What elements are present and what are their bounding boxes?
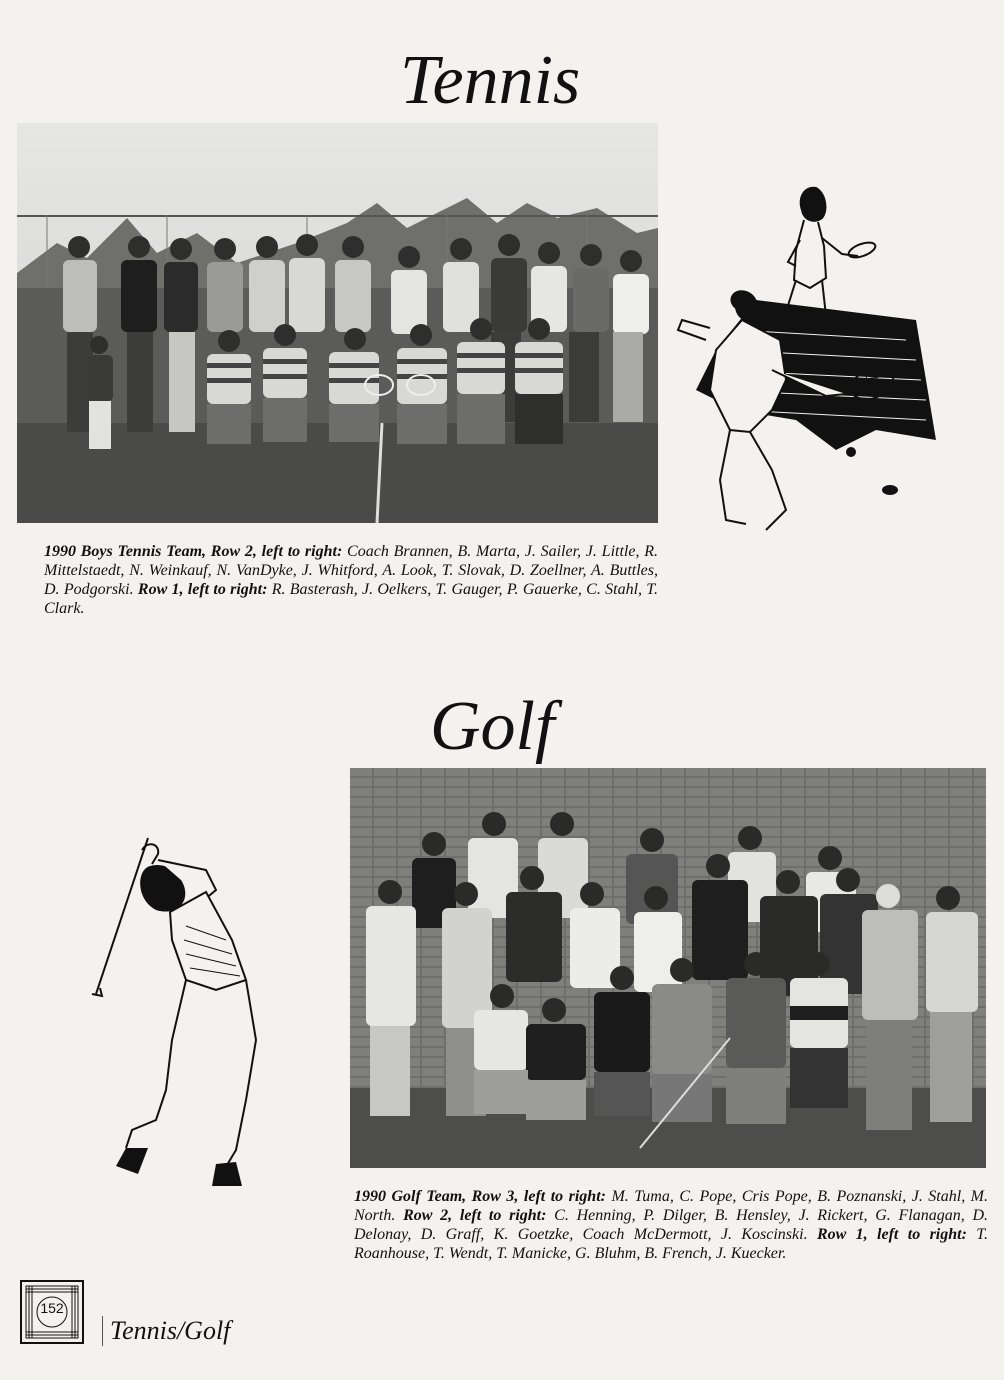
golf-heading: Golf: [430, 688, 555, 765]
tennis-team-photo: [17, 123, 658, 523]
footer-divider: [102, 1316, 103, 1346]
golf-caption-row2-names: C. Henning, P. Dilger, B. Hensley, J. Rickert, G. Flanagan, D. Delonay, D. Graff, K. Goetzke, Coach McDermott, J. Koscinski.: [354, 1207, 989, 1243]
golf-caption-row3-names: M. Tuma, C. Pope, Cris Pope, B. Poznanski, J. Stahl, M. North.: [354, 1188, 988, 1224]
page-number: 152: [40, 1300, 64, 1316]
golf-team-photo: [350, 768, 986, 1168]
golf-caption-row2-label: Row 2, left to right:: [403, 1207, 547, 1224]
tennis-caption-lead: 1990 Boys Tennis Team, Row 2, left to right:: [44, 543, 343, 560]
golfer-illustration: [86, 830, 282, 1194]
golf-caption-row1-label: Row 1, left to right:: [816, 1226, 967, 1243]
golf-caption-lead: 1990 Golf Team, Row 3, left to right:: [354, 1188, 606, 1205]
page-number-box: [20, 1280, 84, 1344]
section-footer-label: Tennis/Golf: [110, 1316, 231, 1345]
tennis-caption: [44, 542, 658, 618]
tennis-caption-row1-names: R. Basterash, J. Oelkers, T. Gauger, P. Gauerke, C. Stahl, T. Clark.: [44, 581, 659, 617]
golf-caption-row1-names: T. Roanhouse, T. Wendt, T. Manicke, G. Bluhm, B. French, J. Kuecker.: [354, 1226, 989, 1262]
tennis-caption-row1-label: Row 1, left to right:: [137, 581, 268, 598]
golf-caption: [354, 1187, 988, 1263]
tennis-heading: Tennis: [400, 42, 581, 119]
tennis-players-illustration: [676, 180, 946, 542]
tennis-caption-row2-names: Coach Brannen, B. Marta, J. Sailer, J. Little, R. Mittelstaedt, N. Weinkauf, N. VanDyke, J. Whitford, A. Look, T. Slovak, D. Zoellner, A. Buttles, D. Podgorski.: [44, 543, 658, 598]
